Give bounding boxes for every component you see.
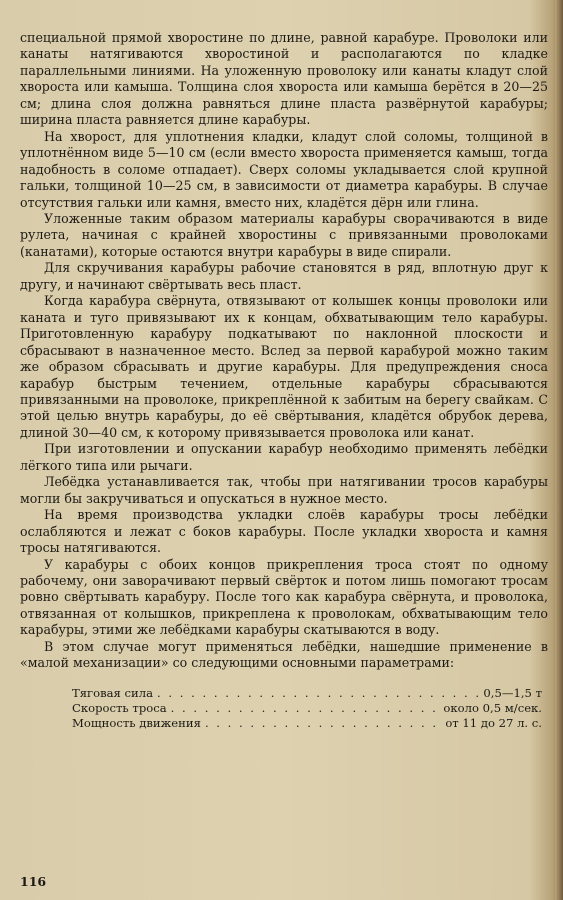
parameter-value: около 0,5 м/сек. — [443, 700, 542, 715]
book-spine-edge — [555, 0, 563, 900]
paragraph-6: При изготовлении и опускании карабур необходимо применять лебёдки лёгкого типа или рычаги. — [20, 441, 548, 473]
leader-dots — [157, 686, 479, 701]
parameter-row — [72, 716, 542, 731]
parameter-label: Тяговая сила — [72, 685, 154, 700]
parameter-value: от 11 до 27 л. с. — [445, 715, 542, 730]
page-number: 116 — [20, 874, 47, 889]
paragraph-7: Лебёдка устанавливается так, чтобы при натягивании тросов карабуры могли бы закручиваться и опускаться в нужное место. — [20, 474, 548, 506]
paragraph-9: У карабуры с обоих концов прикрепления троса стоят по одному рабочему, они заворачивают первый свёрток и потом лишь помогают тросам ровно свёртывать карабуру. После того как карабура свёрнута, и проволока, отвязанная от колышков, прикреплена к проволокам, обхватывающим тело карабуры, этими же лебёдками карабуры скатываются в воду. — [20, 556, 548, 638]
body-text — [20, 30, 548, 672]
paragraph-2: На хворост, для уплотнения кладки, кладут слой соломы, толщиной в уплотнённом виде 5—10 см (если вместо хвороста применяется камыш, тогда надобность в соломе отпадает). Сверх соломы укладывается слой крупной гальки, толщиной 10—25 см, в зависимости от диаметра карабуры. В случае отсутствия гальки или камня, вместо них, кладётся дёрн или глина. — [20, 128, 548, 210]
leader-dots — [171, 701, 440, 716]
parameter-row — [72, 701, 542, 716]
parameter-label: Мощность движения — [72, 715, 201, 730]
paragraph-4: Для скручивания карабуры рабочие становятся в ряд, вплотную друг к другу, и начинают свёртывать весь пласт. — [20, 260, 548, 292]
parameters-table — [72, 686, 542, 731]
paragraph-8: На время производства укладки слоёв карабуры тросы лебёдки ослабляются и лежат с боков карабуры. После укладки хвороста и камня тросы натягиваются. — [20, 507, 548, 556]
paragraph-3: Уложенные таким образом материалы карабуры сворачиваются в виде рулета, начиная с крайней хворостины с привязанными проволоками (канатами), которые остаются внутри карабуры в виде спирали. — [20, 210, 548, 259]
paragraph-5: Когда карабура свёрнута, отвязывают от колышек концы проволоки или каната и туго привязывают их к концам, обхватывающим тело карабуры. Приготовленную карабуру подкатывают по наклонной плоскости и сбрасывают в назначенное место. Вслед за первой карабурой можно таким же образом сбрасывать и другие карабуры. Для предупреждения сноса карабур быстрым течением, отдельные карабуры сбрасываются привязанными на проволоке, прикреплённой к забитым на берегу свайкам. С этой целью внутрь карабуры, до её свёртывания, кладётся обрубок дерева, длиной 30—40 см, к которому привязывается проволока или канат. — [20, 293, 548, 440]
parameter-label: Скорость троса — [72, 700, 167, 715]
paragraph-1: специальной прямой хворостине по длине, равной карабуре. Проволоки или канаты натягиваются хворостиной и располагаются по кладке параллельными линиями. На уложенную проволоку или канаты кладут слой хвороста или камыша. Толщина слоя хвороста или камыша берётся в 20—25 см; длина слоя должна равняться длине пласта развёрнутой карабуры; ширина пласта равняется длине карабуры. — [20, 30, 548, 128]
parameter-row — [72, 686, 542, 701]
leader-dots — [205, 716, 441, 731]
paragraph-10: В этом случае могут применяться лебёдки, нашедшие применение в «малой механизации» со следующими основными параметрами: — [20, 638, 548, 671]
parameter-value: 0,5—1,5 т — [483, 685, 542, 700]
